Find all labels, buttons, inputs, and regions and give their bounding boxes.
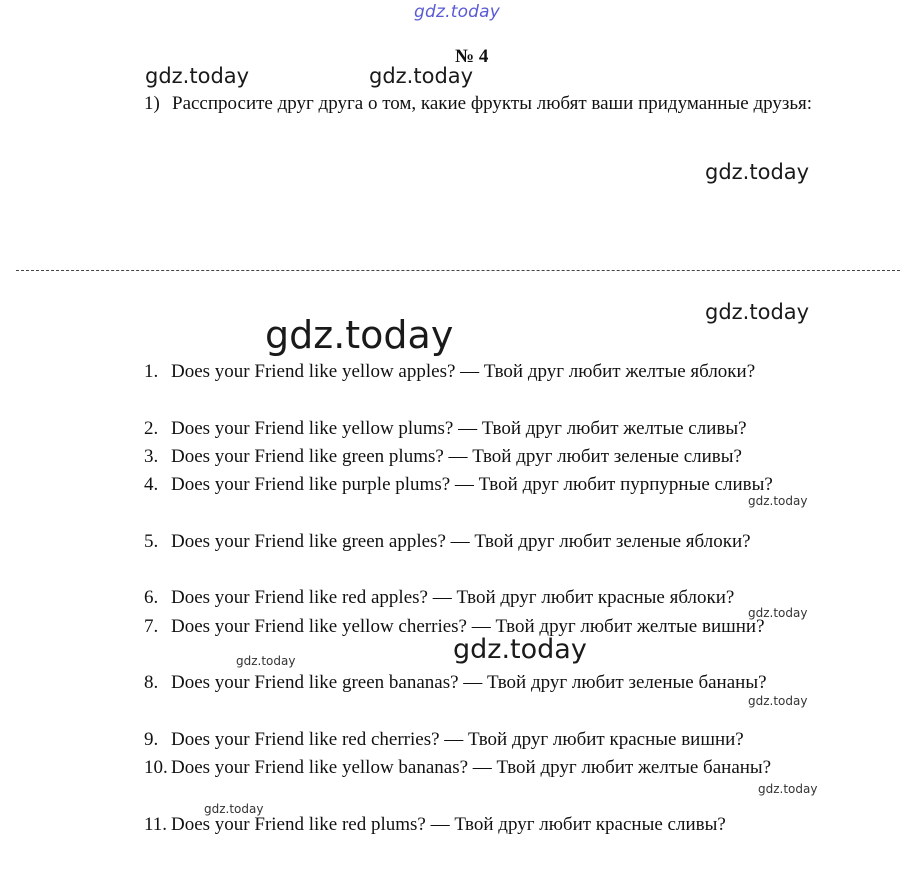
item-text: Does your Friend like green bananas? — Твой друг любит зеленые бананы?	[171, 672, 767, 693]
list-item	[144, 811, 844, 839]
watermark-small: gdz.today	[748, 606, 808, 620]
list-item	[144, 415, 844, 443]
list-item	[144, 754, 844, 782]
task-number: 1)	[144, 93, 160, 114]
item-text: Does your Friend like yellow plums? — Твой друг любит желтые сливы?	[171, 418, 747, 439]
watermark: gdz.today	[705, 160, 810, 184]
list-item	[144, 528, 844, 556]
item-text: Does your Friend like red apples? — Твой друг любит красные яблоки?	[171, 587, 735, 608]
watermark-large: gdz.today	[453, 634, 587, 665]
watermark-small: gdz.today	[748, 694, 808, 708]
item-number: 5.	[144, 531, 159, 552]
watermark: gdz.today	[369, 64, 474, 88]
item-text: Does your Friend like green apples? — Твой друг любит зеленые яблоки?	[171, 531, 751, 552]
item-number: 11.	[144, 814, 168, 835]
list-item	[144, 613, 844, 641]
task-text: Расспросите друг друга о том, какие фрукты любят ваши придуманные друзья:	[172, 93, 813, 114]
item-number: 10.	[144, 757, 168, 778]
watermark-small: gdz.today	[748, 494, 808, 508]
list-item	[144, 443, 844, 471]
section-divider	[16, 270, 900, 271]
watermark-large: gdz.today	[265, 313, 454, 357]
item-number: 8.	[144, 672, 159, 693]
list-item	[144, 669, 844, 697]
item-text: Does your Friend like red plums? — Твой друг любит красные сливы?	[171, 814, 726, 835]
task-instruction	[144, 90, 844, 118]
item-number: 4.	[144, 474, 159, 495]
item-text: Does your Friend like yellow apples? — Твой друг любит желтые яблоки?	[171, 361, 756, 382]
item-text: Does your Friend like purple plums? — Твой друг любит пурпурные сливы?	[171, 474, 773, 495]
item-text: Does your Friend like yellow bananas? — Твой друг любит желтые бананы?	[171, 757, 772, 778]
item-text: Does your Friend like yellow cherries? — Твой друг любит желтые вишни?	[171, 616, 765, 637]
list-item	[144, 584, 844, 612]
item-number: 7.	[144, 616, 159, 637]
watermark-small: gdz.today	[236, 654, 296, 668]
watermark: gdz.today	[705, 300, 810, 324]
watermark-top: gdz.today	[414, 2, 501, 22]
item-number: 2.	[144, 418, 159, 439]
item-number: 6.	[144, 587, 159, 608]
page-title: № 4	[455, 46, 489, 67]
item-number: 1.	[144, 361, 159, 382]
watermark: gdz.today	[145, 64, 250, 88]
list-item	[144, 358, 844, 386]
list-item	[144, 726, 844, 754]
watermark-small: gdz.today	[204, 802, 264, 816]
item-text: Does your Friend like red cherries? — Твой друг любит красные вишни?	[171, 729, 744, 750]
item-number: 3.	[144, 446, 159, 467]
item-number: 9.	[144, 729, 159, 750]
list-item	[144, 471, 844, 499]
item-text: Does your Friend like green plums? — Твой друг любит зеленые сливы?	[171, 446, 742, 467]
watermark-small: gdz.today	[758, 782, 818, 796]
